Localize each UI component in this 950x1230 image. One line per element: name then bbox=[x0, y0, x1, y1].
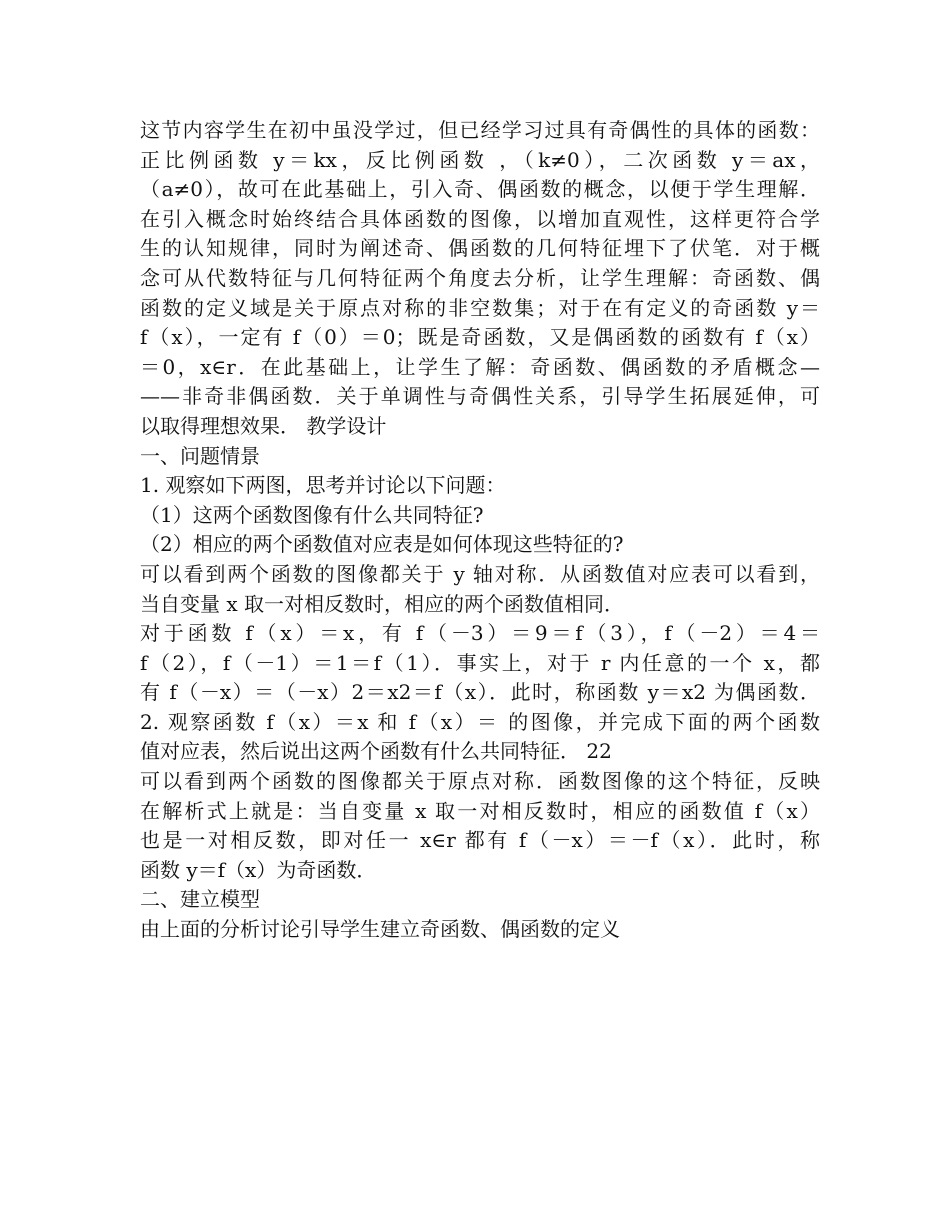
paragraph-line: 由上面的分析讨论引导学生建立奇函数、偶函数的定义 bbox=[140, 917, 620, 942]
paragraph-line: 函数 y＝f（x）为奇函数． bbox=[140, 857, 377, 882]
paragraph-line: 在解析式上就是：当自变量 x 取一对相反数时，相应的函数值 f（x） bbox=[140, 798, 820, 823]
paragraph-line: f（2），f（－1）＝1＝f（1）．事实上，对于 r 内任意的一个 x，都 bbox=[140, 650, 820, 675]
section-heading: 一、问题情景 bbox=[140, 443, 260, 468]
paragraph-line: ——非奇非偶函数．关于单调性与奇偶性关系，引导学生拓展延伸，可 bbox=[140, 384, 820, 409]
document-body bbox=[140, 116, 820, 945]
paragraph-line: 也是一对相反数，即对任一 x∈r 都有 f（－x）＝－f（x）．此时，称 bbox=[140, 828, 820, 853]
paragraph-line: 念可从代数特征与几何特征两个角度去分析，让学生理解：奇函数、偶 bbox=[140, 265, 820, 290]
paragraph-line: 对于函数 f（x）＝x，有 f（－3）＝9＝f（3），f（－2）＝4＝ bbox=[140, 621, 820, 646]
paragraph-line: 生的认知规律，同时为阐述奇、偶函数的几何特征埋下了伏笔．对于概 bbox=[140, 236, 820, 261]
paragraph-line: 当自变量 x 取一对相反数时，相应的两个函数值相同． bbox=[140, 591, 624, 616]
paragraph-line: 有 f（－x）＝（－x）2＝x2＝f（x）．此时，称函数 y＝x2 为偶函数． bbox=[140, 680, 820, 705]
paragraph-line: 值对应表，然后说出这两个函数有什么共同特征． 22 bbox=[140, 739, 612, 764]
paragraph-line: 函数的定义域是关于原点对称的非空数集；对于在有定义的奇函数 y＝ bbox=[140, 295, 820, 320]
paragraph-line: ＝0，x∈r．在此基础上，让学生了解：奇函数、偶函数的矛盾概念— bbox=[140, 354, 820, 379]
paragraph-line: 1. 观察如下两图，思考并讨论以下问题： bbox=[140, 473, 506, 498]
paragraph-line: 2. 观察函数 f（x）＝x 和 f（x）＝ 的图像，并完成下面的两个函数 bbox=[140, 709, 820, 734]
question-item: （1）这两个函数图像有什么共同特征? bbox=[140, 502, 484, 527]
paragraph-line: 可以看到两个函数的图像都关于原点对称．函数图像的这个特征，反映 bbox=[140, 769, 820, 794]
question-item: （2）相应的两个函数值对应表是如何体现这些特征的? bbox=[140, 532, 624, 557]
paragraph-line: f（x），一定有 f（0）＝0；既是奇函数，又是偶函数的函数有 f（x） bbox=[140, 325, 820, 350]
section-heading: 二、建立模型 bbox=[140, 887, 260, 912]
paragraph-line: 这节内容学生在初中虽没学过，但已经学习过具有奇偶性的具体的函数： bbox=[140, 118, 820, 142]
paragraph-line: 可以看到两个函数的图像都关于 y 轴对称．从函数值对应表可以看到， bbox=[140, 561, 820, 586]
paragraph-line: 在引入概念时始终结合具体函数的图像，以增加直观性，这样更符合学 bbox=[140, 206, 820, 231]
paragraph-line: 以取得理想效果． 教学设计 bbox=[140, 413, 387, 438]
paragraph-line: （a≠0），故可在此基础上，引入奇、偶函数的概念，以便于学生理解． bbox=[140, 177, 820, 202]
paragraph-line: 正比例函数 y＝kx，反比例函数 ，（k≠0），二次函数 y＝ax， bbox=[140, 147, 820, 172]
